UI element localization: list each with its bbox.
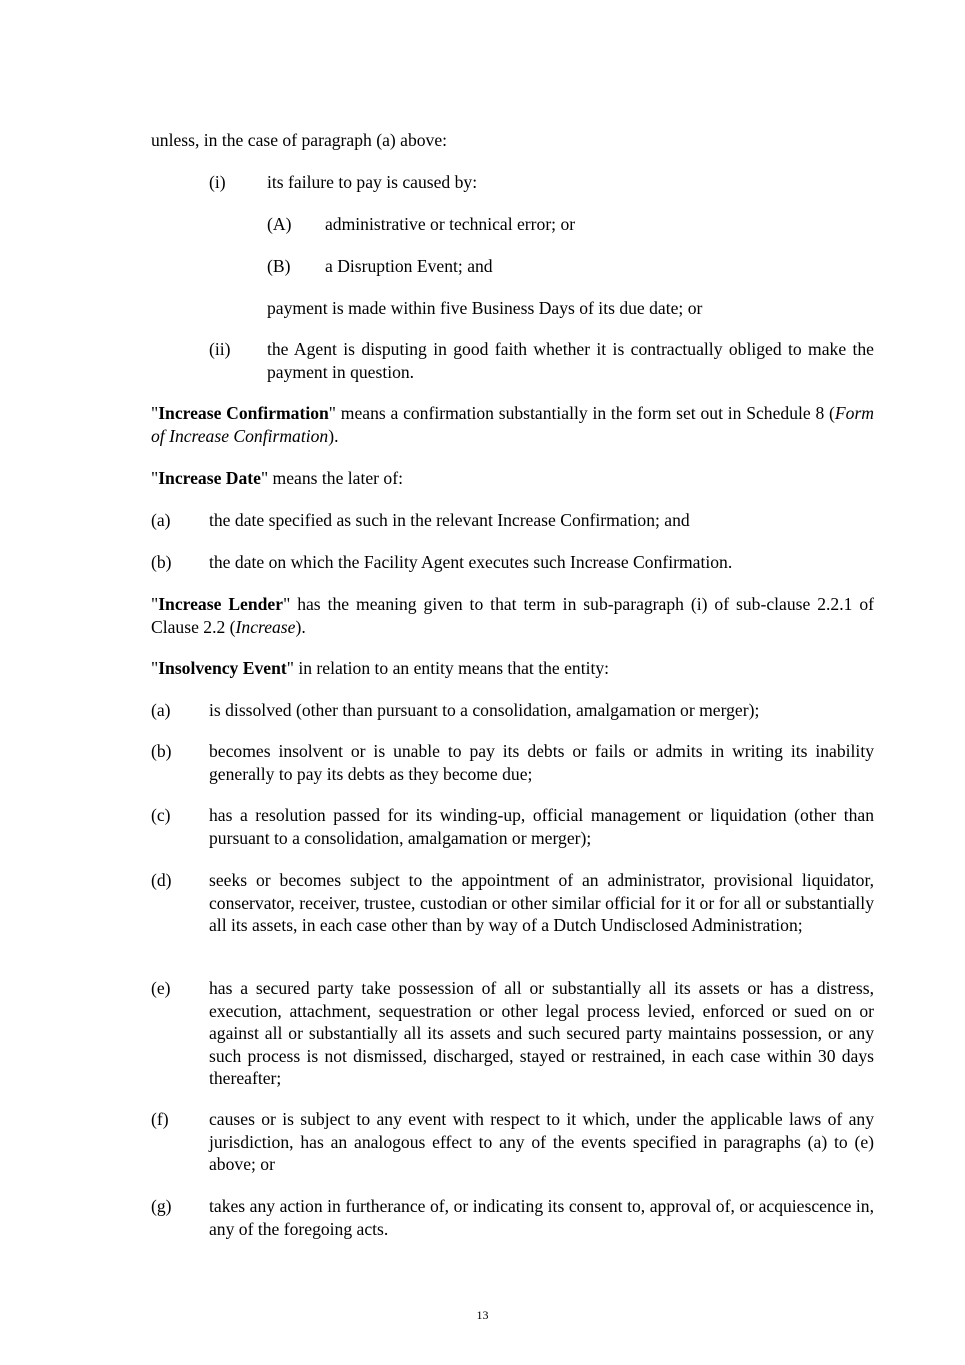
definition-text: means a confirmation substantially in the form set out in Schedule 8 (: [335, 403, 835, 423]
page-number: 13: [476, 1308, 489, 1322]
definition-insolvency-event: [151, 657, 874, 680]
quote-open: ": [151, 468, 159, 488]
increase-date-item-a-marker: (a): [151, 510, 171, 530]
definition-reference: Increase: [235, 616, 296, 637]
definition-increase-confirmation: [151, 402, 874, 447]
insolvency-item-c-marker: (c): [151, 805, 171, 825]
exception-i-text: its failure to pay is caused by:: [267, 172, 478, 192]
insolvency-item-f-marker: (f): [151, 1109, 169, 1129]
definition-text-end: ).: [295, 616, 306, 637]
exception-i-item-a-text: administrative or technical error; or: [325, 214, 576, 234]
exception-i-marker: (i): [209, 172, 226, 192]
insolvency-item-d-text: seeks or becomes subject to the appointment of an administrator, provisional liquidator, conservator, receiver, trustee, custodian or other similar official for it or for all or substantially all its assets, in each case other than by way of a Dutch Undisclosed Administration;: [209, 870, 874, 935]
definition-text: in relation to an entity means that the entity:: [293, 658, 610, 678]
quote-open: ": [151, 658, 159, 678]
insolvency-item-d-marker: (d): [151, 870, 172, 890]
quote-close: ": [286, 658, 294, 678]
exception-i-tail: payment is made within five Business Days of its due date; or: [267, 298, 703, 318]
definition-increase-lender: [151, 593, 874, 638]
insolvency-item-e-marker: (e): [151, 978, 171, 998]
insolvency-item-f-text: causes or is subject to any event with respect to it which, under the applicable laws of any jurisdiction, has an analogous effect to any of the events specified in paragraphs (a) to (e) above; or: [209, 1109, 874, 1174]
insolvency-item-e-text: has a secured party take possession of all or substantially all its assets or has a distress, execution, attachment, sequestration or other legal process levied, enforced or sued on or against all or substantially all its assets and such secured party maintains possession, or any such process is not dismissed, discharged, stayed or restrained, in each case within 30 days thereafter;: [209, 978, 874, 1088]
definition-text: has the meaning given to that term in sub-paragraph (i) of sub-clause 2.2.1 of Clause 2.2 (: [151, 594, 874, 637]
intro-paragraph: unless, in the case of paragraph (a) above:: [151, 130, 448, 150]
quote-open: ": [151, 594, 159, 614]
quote-close: ": [283, 594, 291, 614]
exception-ii-marker: (ii): [209, 339, 231, 359]
quote-close: ": [260, 468, 269, 488]
definition-text: means the later of:: [268, 468, 403, 488]
definition-term: Increase Lender: [158, 594, 284, 614]
definition-increase-date: [151, 467, 874, 490]
definition-term: Insolvency Event: [158, 658, 287, 678]
increase-date-item-b-text: the date on which the Facility Agent executes such Increase Confirmation.: [209, 552, 733, 572]
exception-i-item-b-marker: (B): [267, 256, 291, 276]
definition-text-end: ).: [328, 425, 339, 446]
exception-i-item-b-text: a Disruption Event; and: [325, 256, 493, 276]
insolvency-item-b-text: becomes insolvent or is unable to pay its debts or fails or admits in writing its inability generally to pay its debts as they become due;: [209, 741, 874, 784]
insolvency-item-c-text: has a resolution passed for its winding-up, official management or liquidation (other than pursuant to a consolidation, amalgamation or merger);: [209, 805, 874, 848]
insolvency-item-b-marker: (b): [151, 741, 172, 761]
exception-ii-text: the Agent is disputing in good faith whether it is contractually obliged to make the payment in question.: [267, 339, 874, 382]
definition-reference: Form of Increase Confirmation: [151, 403, 875, 446]
insolvency-item-a-text: is dissolved (other than pursuant to a consolidation, amalgamation or merger);: [209, 700, 760, 720]
quote-open: ": [151, 403, 159, 423]
increase-date-item-b-marker: (b): [151, 552, 172, 572]
increase-date-item-a-text: the date specified as such in the relevant Increase Confirmation; and: [209, 510, 690, 530]
insolvency-item-g-marker: (g): [151, 1196, 172, 1216]
quote-close: ": [328, 403, 336, 423]
insolvency-item-a-marker: (a): [151, 700, 171, 720]
definition-term: Increase Date: [158, 468, 261, 488]
exception-i-item-a-marker: (A): [267, 214, 292, 234]
definition-term: Increase Confirmation: [158, 403, 329, 423]
insolvency-item-g-text: takes any action in furtherance of, or indicating its consent to, approval of, or acquiescence in, any of the foregoing acts.: [209, 1196, 874, 1239]
